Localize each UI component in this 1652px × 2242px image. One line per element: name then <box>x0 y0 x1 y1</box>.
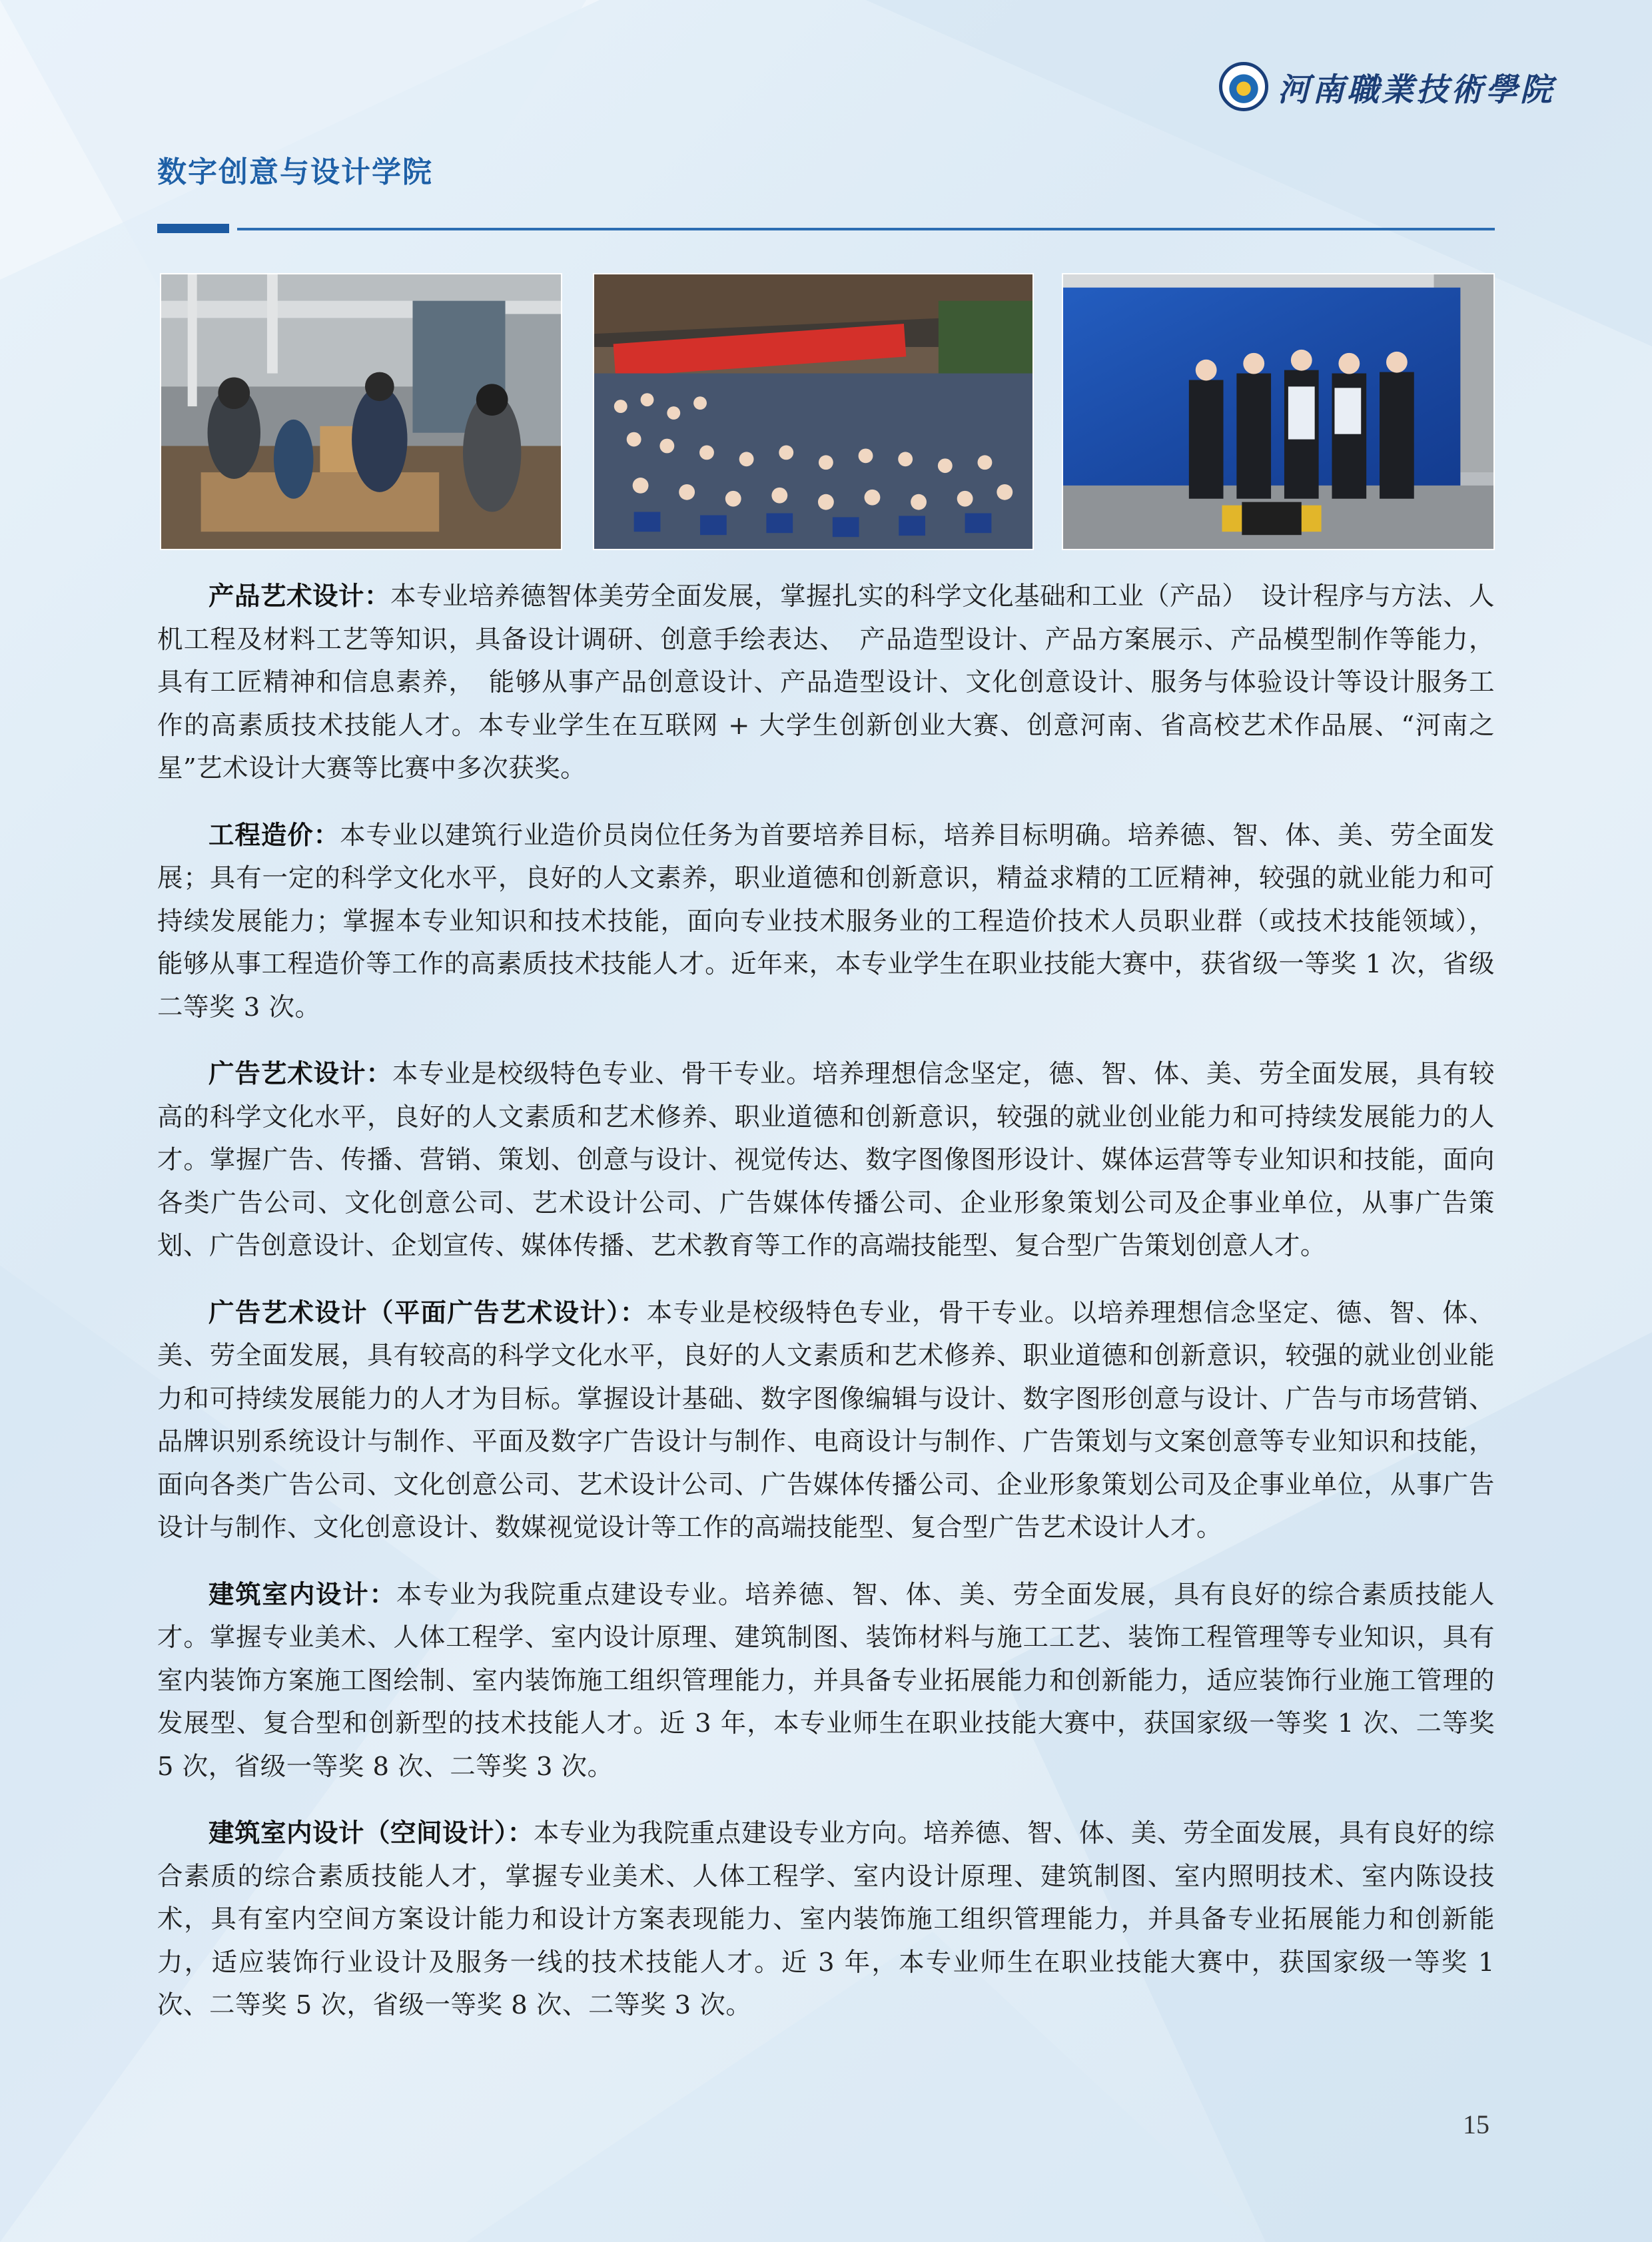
section-heading: 广告艺术设计（平面广告艺术设计）： <box>208 1298 647 1328</box>
section-heading: 工程造价： <box>208 820 340 851</box>
logo-name: 河南職業技術學院 <box>1278 71 1555 109</box>
section-interior-space-design <box>157 1812 1495 2028</box>
college-logo <box>1219 61 1555 112</box>
section-heading: 建筑室内设计（空间设计）： <box>208 1818 534 1848</box>
competition-photo <box>1062 273 1495 550</box>
article-body <box>157 575 1495 2052</box>
section-body: 本专业是校级特色专业，骨干专业。以培养理想信念坚定、德、智、体、美、劳全面发展，具有较高的科学文化水平，良好的人文素质和艺术修养、职业道德和创新意识，较强的就业创业能力和可持续发展能力的人才为目标。掌握设计基础、数字图像编辑与设计、数字图形创意与设计、广告与市场营销、品牌识别系统设计与制作、平面及数字广告设计与制作、电商设计与制作、广告策划与文案创意等专业知识和技能，面向各类广告公司、文化创意公司、艺术设计公司、广告媒体传播公司、企业形象策划公司及企事业单位，从事广告设计与制作、文化创意设计、数媒视觉设计等工作的高端技能型、复合型广告艺术设计人才。 <box>157 1298 1495 1543</box>
section-product-art-design <box>157 575 1495 791</box>
section-body: 本专业是校级特色专业、骨干专业。培养理想信念坚定，德、智、体、美、劳全面发展，具有较高的科学文化水平，良好的人文素质和艺术修养、职业道德和创新意识，较强的就业创业能力和可持续发展能力的人才。掌握广告、传播、营销、策划、创意与设计、视觉传达、数字图像图形设计、媒体运营等专业知识和技能，面向各类广告公司、文化创意公司、艺术设计公司、广告媒体传播公司、企业形象策划公司及企事业单位，从事广告策划、广告创意设计、企划宣传、媒体传播、艺术教育等工作的高端技能型、复合型广告策划创意人才。 <box>157 1059 1495 1261</box>
section-heading: 产品艺术设计： <box>208 581 391 611</box>
page-title: 数字创意与设计学院 <box>157 155 433 189</box>
section-body: 本专业培养德智体美劳全面发展，掌握扎实的科学文化基础和工业（产品） 设计程序与方法、人机工程及材料工艺等知识，具备设计调研、创意手绘表达、 产品造型设计、产品方案展示、产品模型制作等能力，具有工匠精神和信息素养， 能够从事产品创意设计、产品造型设计、文化创意设计、服务与体验设计等设计服务工作的高素质技术技能人才。本专业学生在互联网 + 大学生创新创业大赛、创意河南、省高校艺术作品展、“河南之星”艺术设计大赛等比赛中多次获奖。 <box>157 581 1495 783</box>
section-engineering-cost <box>157 815 1495 1030</box>
page-number: 15 <box>1463 2109 1489 2139</box>
group-illustration <box>594 274 1032 549</box>
section-graphic-advertising-design <box>157 1292 1495 1550</box>
section-body: 本专业为我院重点建设专业方向。培养德、智、体、美、劳全面发展，具有良好的综合素质的综合素质技能人才，掌握专业美术、人体工程学、室内设计原理、建筑制图、室内照明技术、室内陈设技术，具有室内空间方案设计能力和设计方案表现能力、室内装饰施工组织管理能力，并具备专业拓展能力和创新能力，适应装饰行业设计及服务一线的技术技能人才。近 3 年，本专业师生在职业技能大赛中，获国家级一等奖 1 次、二等奖 5 次，省级一等奖 8 次、二等奖 3 次。 <box>157 1818 1495 2020</box>
title-rule <box>237 228 1495 230</box>
college-emblem-icon <box>1219 62 1268 111</box>
section-heading: 建筑室内设计： <box>208 1579 396 1610</box>
workshop-illustration <box>161 274 561 549</box>
workshop-photo <box>160 273 562 550</box>
group-photo <box>593 273 1034 550</box>
competition-illustration <box>1063 274 1493 549</box>
section-advertising-design <box>157 1053 1495 1268</box>
section-body: 本专业为我院重点建设专业。培养德、智、体、美、劳全面发展，具有良好的综合素质技能人才。掌握专业美术、人体工程学、室内设计原理、建筑制图、装饰材料与施工工艺、装饰工程管理等专业知识，具有室内装饰方案施工图绘制、室内装饰施工组织管理能力，并具备专业拓展能力和创新能力，适应装饰行业施工管理的发展型、复合型和创新型的技术技能人才。近 3 年，本专业师生在职业技能大赛中，获国家级一等奖 1 次、二等奖 5 次，省级一等奖 8 次、二等奖 3 次。 <box>157 1579 1495 1782</box>
section-body: 本专业以建筑行业造价员岗位任务为首要培养目标，培养目标明确。培养德、智、体、美、劳全面发展；具有一定的科学文化水平，良好的人文素养，职业道德和创新意识，精益求精的工匠精神，较强的就业能力和可持续发展能力；掌握本专业知识和技术技能，面向专业技术服务业的工程造价技术人员职业群（或技术技能领域），能够从事工程造价等工作的高素质技术技能人才。近年来，本专业学生在职业技能大赛中，获省级一等奖 1 次，省级二等奖 3 次。 <box>157 820 1495 1022</box>
title-rule-accent <box>157 224 229 233</box>
section-interior-design <box>157 1574 1495 1789</box>
section-heading: 广告艺术设计： <box>208 1059 392 1089</box>
